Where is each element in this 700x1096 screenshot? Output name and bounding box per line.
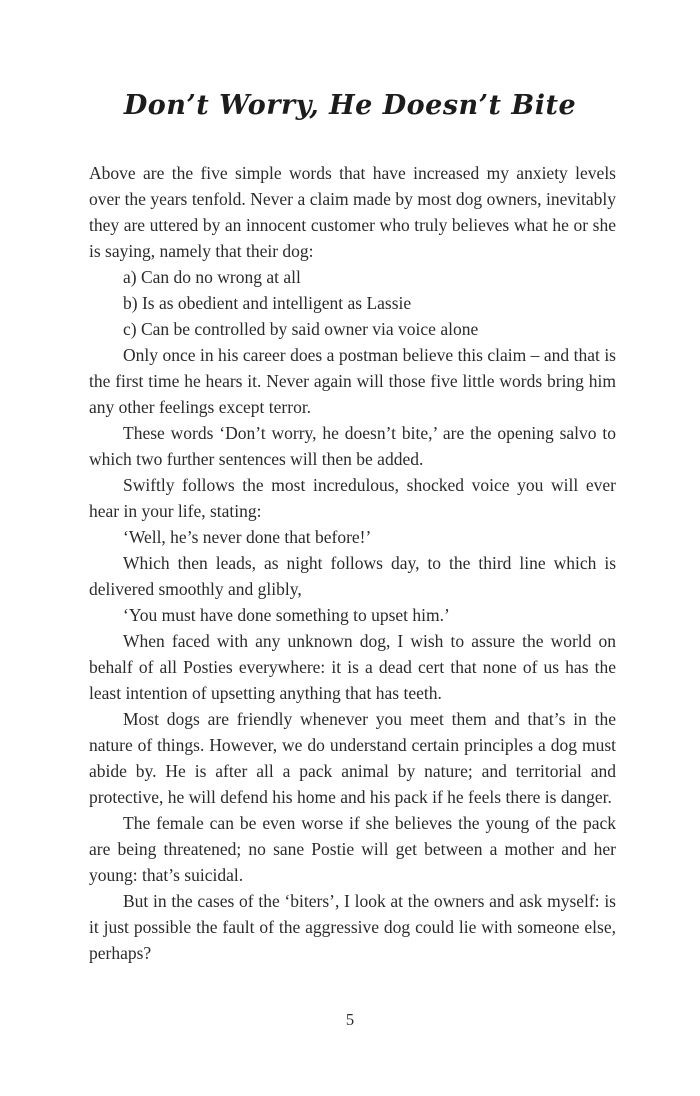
paragraph: The female can be even worse if she believes the young of the pack are being threatened; no sane Postie will get between a mother and her young: that’s suicidal. [89,813,616,885]
list-item: b) Is as obedient and intelligent as Lassie [123,293,412,313]
paragraph: But in the cases of the ‘biters’, I look at the owners and ask myself: is it just possible the fault of the aggressive dog could lie with someone else, perhaps? [89,891,616,963]
paragraph: Most dogs are friendly whenever you meet them and that’s in the nature of things. However, we do understand certain principles a dog must abide by. He is after all a pack animal by nature; and territorial and protective, he will defend his home and his pack if he feels there is danger. [89,709,616,807]
list-item: a) Can do no wrong at all [123,267,301,287]
chapter-title: Don’t Worry, He Doesn’t Bite [123,90,577,121]
paragraph: When faced with any unknown dog, I wish to assure the world on behalf of all Posties everywhere: it is a dead cert that none of us has the least intention of upsetting anything that has teeth. [89,631,616,703]
paragraph: Which then leads, as night follows day, to the third line which is delivered smoothly and glibly, [89,553,616,599]
paragraph: Swiftly follows the most incredulous, shocked voice you will ever hear in your life, stating: [89,475,616,521]
paragraph: Above are the five simple words that have increased my anxiety levels over the years tenfold. Never a claim made by most dog owners, inevitably they are uttered by an innocent customer who truly believes what he or she is saying, namely that their dog: [89,163,616,261]
paragraph: ‘You must have done something to upset him.’ [123,605,450,625]
body-text [89,160,616,966]
paragraph: Only once in his career does a postman believe this claim – and that is the first time he hears it. Never again will those five little words bring him any other feelings except terror. [89,345,616,417]
paragraph: These words ‘Don’t worry, he doesn’t bite,’ are the opening salvo to which two further sentences will then be added. [89,423,616,469]
page-number: 5 [345,1010,355,1029]
list-item: c) Can be controlled by said owner via voice alone [123,319,479,339]
paragraph: ‘Well, he’s never done that before!’ [123,527,372,547]
